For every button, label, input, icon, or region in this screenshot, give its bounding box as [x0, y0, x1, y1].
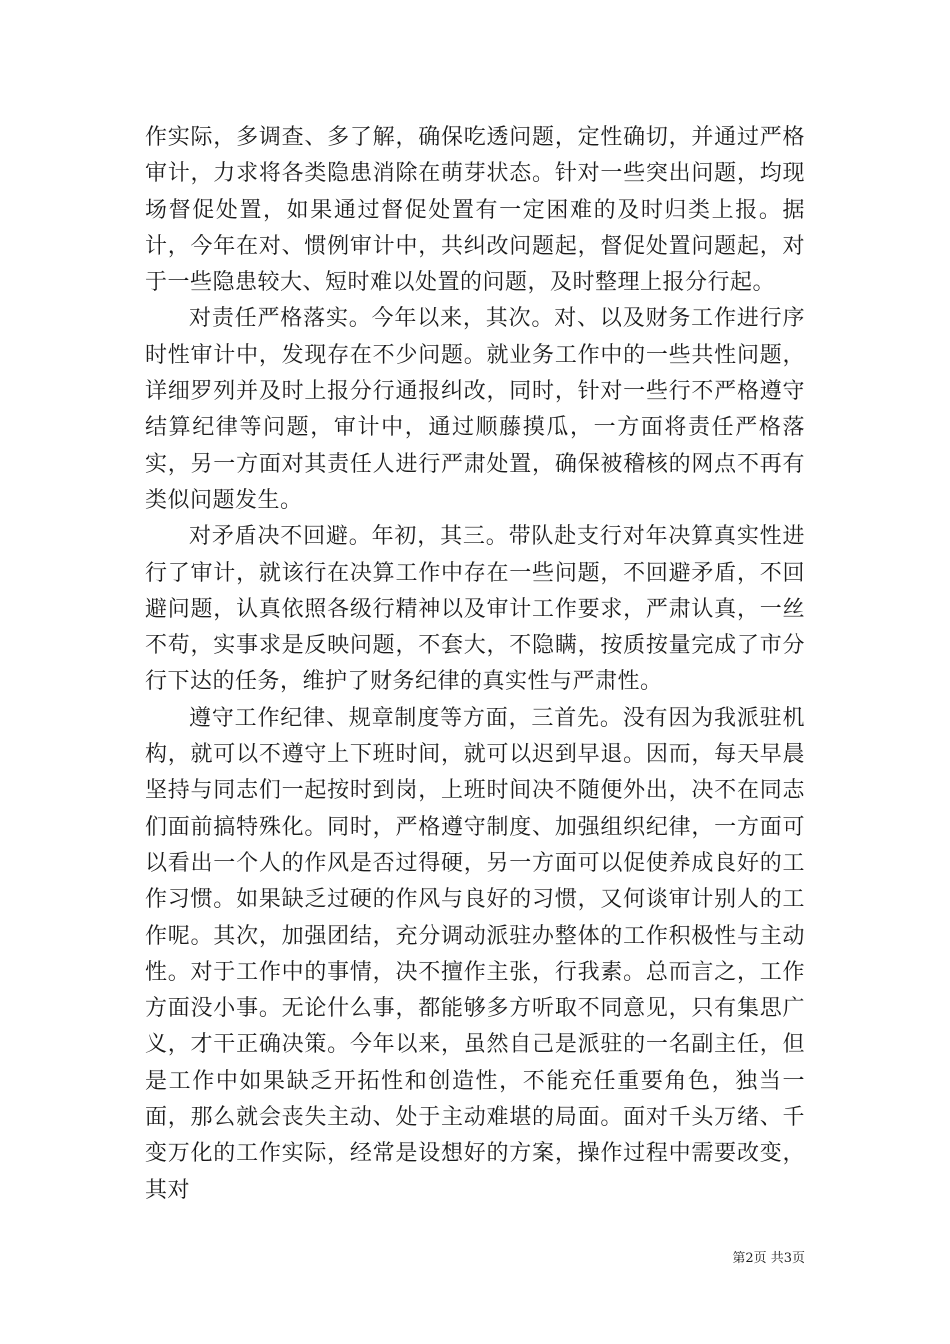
paragraph-4: 遵守工作纪律、规章制度等方面，三首先。没有因为我派驻机构，就可以不遵守上下班时间，就可以迟到早退。因而，每天早晨坚持与同志们一起按时到岗，上班时间决不随便外出，决不在同志们面前搞特殊化。同时，严格遵守制度、加强组织纪律，一方面可以看出一个人的作风是否过得硬，另一方面可以促使养成良好的工作习惯。如果缺乏过硬的作风与良好的习惯，又何谈审计别人的工作呢。其次，加强团结，充分调动派驻办整体的工作积极性与主动性。对于工作中的事情，决不擅作主张，行我素。总而言之，工作方面没小事。无论什么事，都能够多方听取不同意见，只有集思广义，才干正确决策。今年以来，虽然自己是派驻的一名副主任，但是工作中如果缺乏开拓性和创造性，不能充任重要角色，独当一面，那么就会丧失主动、处于主动难堪的局面。面对千头万绪、千变万化的工作实际，经常是设想好的方案，操作过程中需要改变，其对 [145, 705, 805, 1203]
paragraph-2: 对责任严格落实。今年以来，其次。对、以及财务工作进行序时性审计中，发现存在不少问题。就业务工作中的一些共性问题，详细罗列并及时上报分行通报纠改，同时，针对一些行不严格遵守结算纪律等问题，审计中，通过顺藤摸瓜，一方面将责任严格落实，另一方面对其责任人进行严肃处置，确保被稽核的网点不再有类似问题发生。 [145, 306, 805, 513]
paragraph-3: 对矛盾决不回避。年初，其三。带队赴支行对年决算真实性进行了审计，就该行在决算工作中存在一些问题，不回避矛盾，不回避问题，认真依照各级行精神以及审计工作要求，严肃认真，一丝不苟，实事求是反映问题，不套大，不隐瞒，按质按量完成了市分行下达的任务，维护了财务纪律的真实性与严肃性。 [145, 524, 805, 695]
document-body [145, 120, 805, 1209]
page-number: 第2页 共3页 [732, 1251, 805, 1266]
paragraph-1: 作实际，多调查、多了解，确保吃透问题，定性确切，并通过严格审计，力求将各类隐患消除在萌芽状态。针对一些突出问题，均现场督促处置，如果通过督促处置有一定困难的及时归类上报。据计，今年在对、惯例审计中，共纠改问题起，督促处置问题起，对于一些隐患较大、短时难以处置的问题，及时整理上报分行起。 [145, 125, 805, 296]
